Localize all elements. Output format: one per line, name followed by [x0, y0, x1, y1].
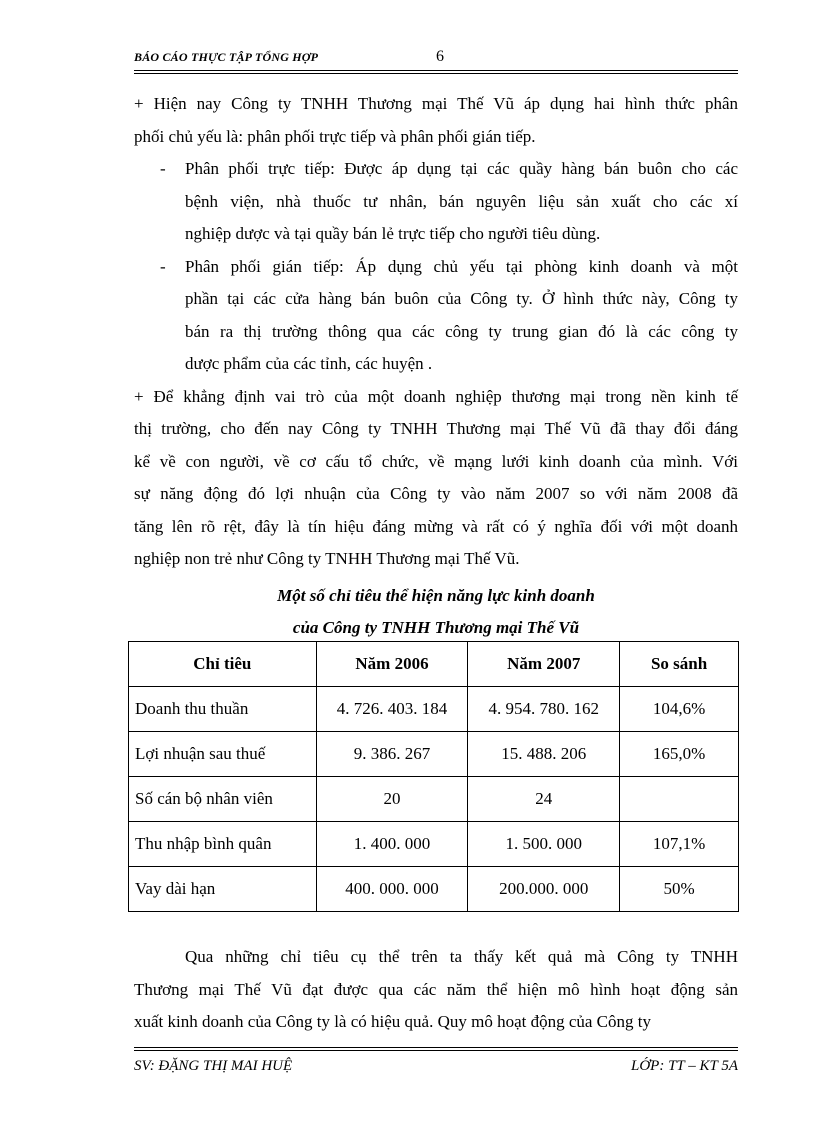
value-2007: 1. 500. 000	[468, 822, 620, 867]
text-line: Phân phối gián tiếp: Áp dụng chủ yếu tại phòng kinh doanh và một	[185, 256, 738, 276]
comparison-value: 107,1%	[620, 822, 739, 867]
business-indicators-table	[128, 641, 739, 912]
comparison-value: 104,6%	[620, 687, 739, 732]
table-row	[129, 687, 739, 732]
table-row	[129, 732, 739, 777]
text-line: bệnh viện, nhà thuốc tư nhân, bán nguyên liệu sản xuất cho các xí	[185, 191, 738, 211]
table-caption-line-2: của Công ty TNHH Thương mại Thế Vũ	[292, 618, 580, 637]
header-indicator: Chỉ tiêu	[129, 642, 317, 687]
row-label: Thu nhập bình quân	[129, 822, 317, 867]
text-line: phần tại các cửa hàng bán buôn của Công ty. Ở hình thức này, Công ty	[185, 289, 738, 308]
paragraph-distribution-intro	[134, 88, 738, 153]
comparison-value	[620, 777, 739, 822]
value-2006: 4. 726. 403. 184	[316, 687, 468, 732]
report-title: BÁO CÁO THỰC TẬP TỔNG HỢP	[134, 50, 319, 64]
footer-student-name: SV: ĐẶNG THỊ MAI HUỆ	[134, 1058, 293, 1074]
value-2007: 24	[468, 777, 620, 822]
text-line: thị trường, cho đến nay Công ty TNHH Thương mại Thế Vũ đã thay đổi đáng	[134, 419, 738, 438]
value-2006: 9. 386. 267	[316, 732, 468, 777]
text-line: Qua những chỉ tiêu cụ thể trên ta thấy kết quả mà Công ty TNHH	[185, 947, 738, 966]
header-year-2006: Năm 2006	[316, 642, 468, 687]
table-row	[129, 822, 739, 867]
value-2007: 4. 954. 780. 162	[468, 687, 620, 732]
row-label: Lợi nhuận sau thuế	[129, 732, 317, 777]
bullet-dash: -	[160, 256, 166, 276]
value-2007: 15. 488. 206	[468, 732, 620, 777]
footer-class: LỚP: TT – KT 5A	[631, 1058, 738, 1074]
comparison-value: 50%	[620, 867, 739, 912]
header-rule	[134, 70, 738, 74]
row-label: Số cán bộ nhân viên	[129, 777, 317, 822]
header-year-2007: Năm 2007	[468, 642, 620, 687]
comparison-value: 165,0%	[620, 732, 739, 777]
text-line: sự năng động đó lợi nhuận của Công ty vào năm 2007 so với năm 2008 đã	[134, 484, 738, 503]
value-2006: 1. 400. 000	[316, 822, 468, 867]
value-2006: 20	[316, 777, 468, 822]
table-row	[129, 867, 739, 912]
header-comparison: So sánh	[620, 642, 739, 687]
text-line: tăng lên rõ rệt, đây là tín hiệu đáng mừng và rất có ý nghĩa đối với một doanh	[134, 516, 738, 536]
row-label: Doanh thu thuần	[129, 687, 317, 732]
text-line: + Để khẳng định vai trò của một doanh nghiệp thương mại trong nền kinh tế	[134, 386, 738, 406]
page-number: 6	[436, 48, 444, 65]
bullet-dash: -	[160, 159, 166, 178]
page-header	[134, 46, 738, 66]
text-line: Thương mại Thế Vũ đạt được qua các năm thể hiện mô hình hoạt động sản	[134, 979, 738, 999]
body-content	[134, 88, 738, 645]
value-2006: 400. 000. 000	[316, 867, 468, 912]
text-line: + Hiện nay Công ty TNHH Thương mại Thế Vũ áp dụng hai hình thức phân	[134, 94, 738, 113]
bullet-indirect-distribution	[134, 251, 738, 381]
text-line: nghiệp non trẻ như Công ty TNHH Thương mại Thế Vũ.	[134, 549, 520, 568]
table-header-row	[129, 642, 739, 687]
text-line: nghiệp dược và tại quầy bán lẻ trực tiếp cho người tiêu dùng.	[185, 224, 601, 243]
paragraph-company-role	[134, 381, 738, 576]
text-line: kể về con người, về cơ cấu tổ chức, về mạng lưới kinh doanh của mình. Với	[134, 451, 738, 471]
row-label: Vay dài hạn	[129, 867, 317, 912]
text-line: bán ra thị trường thông qua các công ty trung gian đó là các công ty	[185, 321, 738, 341]
text-line: dược phẩm của các tỉnh, các huyện .	[185, 354, 433, 373]
text-line: xuất kinh doanh của Công ty là có hiệu quả. Quy mô hoạt động của Công ty	[134, 1012, 651, 1031]
text-line: phối chủ yếu là: phân phối trực tiếp và phân phối gián tiếp.	[134, 126, 536, 146]
paragraph-conclusion	[134, 941, 738, 1039]
footer-rule	[134, 1047, 738, 1051]
value-2007: 200.000. 000	[468, 867, 620, 912]
text-line: Phân phối trực tiếp: Được áp dụng tại các quầy hàng bán buôn cho các	[185, 159, 738, 178]
table-row	[129, 777, 739, 822]
bullet-direct-distribution	[134, 153, 738, 251]
table-caption-line-1: Một số chỉ tiêu thể hiện năng lực kinh doanh	[277, 585, 595, 605]
